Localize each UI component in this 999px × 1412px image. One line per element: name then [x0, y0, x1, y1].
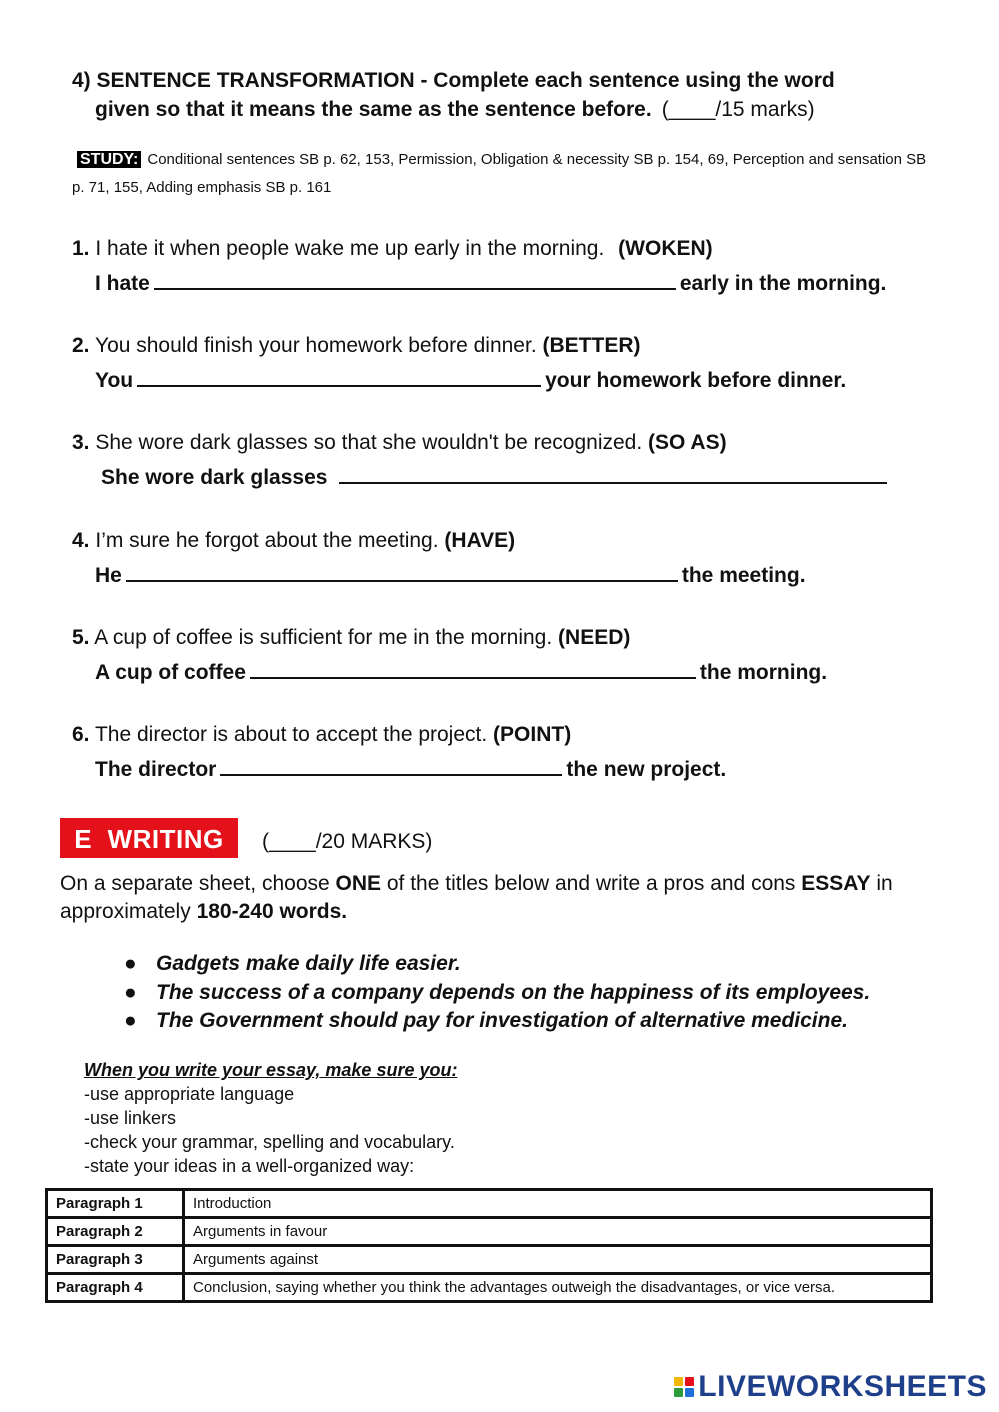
answer-blank-5[interactable] — [250, 657, 696, 679]
paragraph-label: Paragraph 3 — [47, 1246, 184, 1274]
answer-line-4 — [95, 560, 806, 590]
intro-text: of the titles below and write a pros and cons — [381, 872, 802, 895]
table-row — [47, 1190, 932, 1218]
tips-heading: When you write your essay, make sure you: — [84, 1060, 458, 1080]
section-marks: (____/15 marks) — [661, 98, 815, 121]
question-number: 3. — [72, 431, 90, 454]
essay-title-text: Gadgets make daily life easier. — [156, 952, 461, 975]
answer-suffix: the new project. — [566, 758, 727, 781]
paragraph-content: Arguments in favour — [184, 1218, 932, 1246]
paragraph-content: Arguments against — [184, 1246, 932, 1274]
section-title: 4) SENTENCE TRANSFORMATION - Complete each sentence using the word — [72, 69, 835, 92]
study-label: STUDY: — [77, 151, 141, 168]
tip-item: -use linkers — [84, 1108, 177, 1128]
logo-grid-icon — [674, 1377, 694, 1397]
intro-text: in approximately — [60, 872, 893, 923]
question-6 — [72, 721, 571, 749]
key-word: (WOKEN) — [618, 237, 713, 260]
question-5 — [72, 624, 630, 652]
answer-suffix: the meeting. — [681, 564, 806, 587]
answer-line-1 — [95, 268, 886, 298]
answer-prefix: The director — [95, 758, 217, 781]
key-word: (NEED) — [558, 626, 631, 649]
study-note — [72, 146, 932, 202]
bullet-icon: ● — [124, 952, 137, 975]
answer-blank-3[interactable] — [339, 462, 887, 484]
essay-title-list — [124, 950, 870, 1036]
key-word: (BETTER) — [542, 334, 641, 357]
paragraph-label: Paragraph 2 — [47, 1218, 184, 1246]
answer-prefix: She wore dark glasses — [101, 466, 328, 489]
tip-item: -check your grammar, spelling and vocabulary. — [84, 1132, 455, 1152]
paragraph-content: Introduction — [184, 1190, 932, 1218]
key-word: (SO AS) — [648, 431, 727, 454]
answer-suffix: your homework before dinner. — [545, 369, 847, 392]
writing-section-badge: E WRITING — [60, 818, 238, 858]
question-sentence: A cup of coffee is sufficient for me in the morning. — [94, 626, 553, 649]
essay-title-item — [124, 1007, 870, 1036]
paragraph-label: Paragraph 1 — [47, 1190, 184, 1218]
question-number: 6. — [72, 723, 90, 746]
section-instruction: given so that it means the same as the sentence before. — [95, 98, 652, 121]
tip-item: -state your ideas in a well-organized way: — [84, 1156, 415, 1176]
table-row — [47, 1218, 932, 1246]
question-sentence: I’m sure he forgot about the meeting. — [95, 529, 439, 552]
answer-blank-6[interactable] — [220, 754, 562, 776]
question-sentence: The director is about to accept the project. — [94, 723, 488, 746]
question-2 — [72, 332, 641, 360]
tip-item: -use appropriate language — [84, 1084, 295, 1104]
bullet-icon: ● — [124, 1009, 137, 1032]
writing-marks: (____/20 MARKS) — [262, 830, 433, 853]
table-row — [47, 1274, 932, 1302]
answer-blank-4[interactable] — [126, 560, 678, 582]
answer-line-6 — [95, 754, 726, 784]
section-title-continued — [95, 95, 815, 124]
answer-prefix: You — [95, 369, 134, 392]
intro-text: On a separate sheet, choose — [60, 872, 336, 895]
intro-emphasis-one: ONE — [335, 872, 382, 895]
question-4 — [72, 527, 515, 555]
question-sentence: I hate it when people wake me up early in the morning. — [95, 237, 605, 260]
question-sentence: You should finish your homework before dinner. — [94, 334, 537, 357]
answer-prefix: He — [95, 564, 122, 587]
answer-blank-1[interactable] — [154, 268, 676, 290]
essay-title-text: The success of a company depends on the happiness of its employees. — [156, 980, 871, 1004]
question-number: 4. — [72, 529, 90, 552]
answer-line-2 — [95, 365, 846, 395]
essay-title-text: The Government should pay for investigation of alternative medicine. — [156, 1009, 848, 1032]
answer-suffix: the morning. — [699, 661, 828, 684]
key-word: (HAVE) — [444, 529, 516, 552]
intro-emphasis-words: 180-240 words. — [196, 900, 348, 923]
answer-prefix: A cup of coffee — [95, 661, 246, 684]
answer-prefix: I hate — [95, 272, 150, 295]
question-3 — [72, 429, 727, 457]
essay-title-item — [124, 979, 870, 1008]
table-row — [47, 1246, 932, 1274]
answer-blank-2[interactable] — [137, 365, 541, 387]
paragraph-content: Conclusion, saying whether you think the advantages outweigh the disadvantages, or vice versa. — [184, 1274, 932, 1302]
study-text: Conditional sentences SB p. 62, 153, Permission, Obligation & necessity SB p. 154, 69, Perception and sensation SB p. 71, 155, Adding emphasis SB p. 161 — [72, 151, 927, 196]
question-number: 2. — [72, 334, 90, 357]
essay-title-item — [124, 950, 870, 979]
writing-instructions — [60, 870, 960, 926]
question-number: 5. — [72, 626, 90, 649]
answer-line-3 — [101, 462, 891, 492]
logo-text: LIVEWORKSHEETS — [698, 1370, 987, 1403]
paragraph-label: Paragraph 4 — [47, 1274, 184, 1302]
question-number: 1. — [72, 237, 90, 260]
question-1 — [72, 235, 713, 263]
key-word: (POINT) — [493, 723, 572, 746]
liveworksheets-logo[interactable] — [674, 1370, 987, 1404]
answer-suffix: early in the morning. — [679, 272, 887, 295]
question-sentence: She wore dark glasses so that she wouldn't be recognized. — [95, 431, 643, 454]
answer-line-5 — [95, 657, 827, 687]
writing-tips — [84, 1058, 457, 1178]
intro-emphasis-essay: ESSAY — [801, 872, 871, 895]
bullet-icon: ● — [124, 980, 137, 1004]
essay-plan-table — [45, 1188, 933, 1303]
